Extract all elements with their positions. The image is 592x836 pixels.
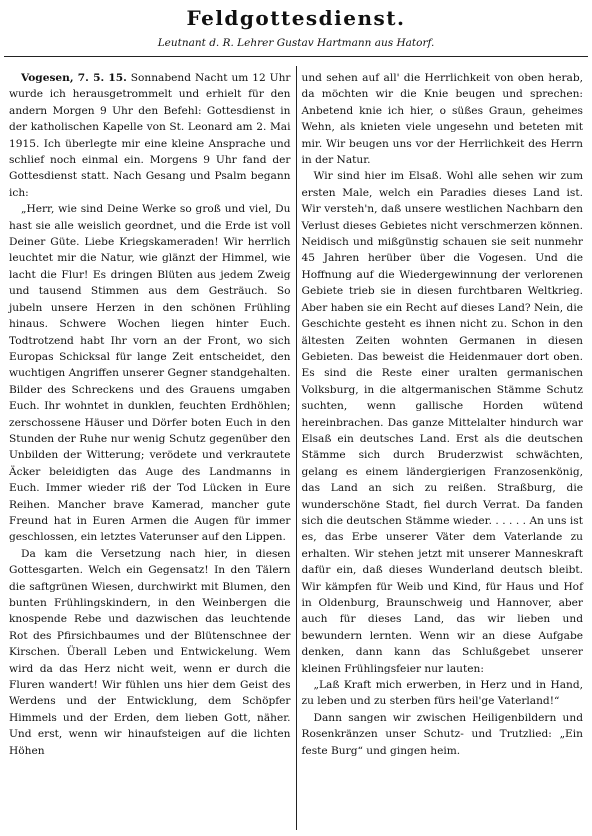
paragraph: „Laß Kraft mich erwerben, in Herz und in Hand, zu leben und zu sterben fürs heil'ge Vaterland!“ bbox=[301, 679, 583, 708]
column-left bbox=[4, 66, 296, 830]
article-byline: Leutnant d. R. Lehrer Gustav Hartmann aus Hatorf. bbox=[157, 37, 435, 49]
column-right bbox=[296, 66, 589, 830]
article-title: Feldgottesdienst. bbox=[186, 6, 406, 30]
article-body bbox=[4, 66, 588, 830]
paragraph bbox=[9, 70, 291, 201]
newspaper-page bbox=[0, 6, 592, 836]
paragraph: Wir sind hier im Elsaß. Wohl alle sehen wir zum ersten Male, welch ein Paradies dieses Land ist. Wir versteh'n, daß unsere westlichen Nachbarn den Verlust dieses Gebietes nicht verschmerzen können. Neidisch und mißgünstig schauen sie seit nunmehr 45 Jahren herüber über die Vogesen. Und die Hoffnung auf die Wiedergewinnung der verlorenen Gebiete trieb sie in diesen furchtbaren Weltkrieg. Aber haben sie ein Recht auf dieses Land? Nein, die Geschichte gesteht es ihnen nicht zu. Schon in den ältesten Zeiten wohnten Germanen in diesen Gebieten. Das beweist die Heidenmauer dort oben. Es sind die Reste einer uralten germanischen Volksburg, in die altgermanischen Stämme Schutz suchten, wenn gallische Horden wütend hereinbrachen. Das ganze Mittelalter hindurch war Elsaß ein deutsches Land. Erst als die deutschen Stämme sich durch Bruderzwist schwächten, gelang es einem ländergierigen Franzosenkönig, das Land an sich zu reißen. Straßburg, die wunderschöne Stadt, fiel durch Verrat. Da fanden sich die deutschen Stämme wieder. . . . . . An uns ist es, das Erbe unserer Väter dem Vaterlande zu erhalten. Wir stehen jetzt mit unserer Manneskraft dafür ein, daß dieses Wunderland deutsch bleibt. Wir kämpfen für Weib und Kind, für Haus und Hof in Oldenburg, Braunschweig und Hannover, aber auch für dieses Land, das wir lieben und bewundern lernten. Wenn wir an diese Aufgabe denken, dann kann das Schlußgebet unserer kleinen Frühlingsfeier nur lauten: bbox=[301, 170, 583, 675]
paragraph: „Herr, wie sind Deine Werke so groß und viel, Du hast sie alle weislich geordnet, und die Erde ist voll Deiner Güte. Liebe Kriegskameraden! Wir herrlich leuchtet mir die Natur, wie glänzt der Himmel, wie lacht die Flur! Es dringen Blüten aus jedem Zweig und tausend Stimmen aus dem Gesträuch. So jubeln unsere Herzen in den schönen Frühling hinaus. Schwere Wochen liegen hinter Euch. Todtrotzend habt Ihr vorn an der Front, wo sich Europas Schicksal für lange Zeit entscheidet, den wuchtigen Angriffen unserer Gegner standgehalten. Bilder des Schreckens und des Grauens umgaben Euch. Ihr wohntet in dunklen, feuchten Erdhöhlen; zerschossene Häuser und Dörfer boten Euch in den Stunden der Ruhe nur wenig Schutz gegenüber den Unbilden der Witterung; verödete und verkrautete Äcker beleidigten das Auge des Landmanns in Euch. Immer wieder riß der Tod Lücken in Eure Reihen. Mancher brave Kamerad, mancher gute Freund hat in Euren Armen die Augen für immer geschlossen, ein letztes Vaterunser auf den Lippen. bbox=[9, 203, 291, 544]
paragraph: Dann sangen wir zwischen Heiligenbildern und Rosenkränzen unser Schutz- und Trutzlied: „Ein feste Burg“ und gingen heim. bbox=[301, 711, 583, 757]
paragraph: und sehen auf all' die Herrlichkeit von oben herab, da möchten wir die Knie beugen und sprechen: Anbetend knie ich hier, o süßes Graun, geheimes Wehn, als knieten viele ungesehn und beteten mit mir. Wir beugen uns vor der Herrlichkeit des Herrn in der Natur. bbox=[301, 72, 583, 167]
dateline: Vogesen, 7. 5. 15. bbox=[21, 72, 127, 84]
header-divider bbox=[4, 56, 588, 57]
paragraph: Da kam die Versetzung nach hier, in diesen Gottesgarten. Welch ein Gegensatz! In den Tälern die saftgrünen Wiesen, durchwirkt mit Blumen, den bunten Frühlingskindern, in den Weinbergen die knospende Rebe und dazwischen das leuchtende Rot des Pfirsichbaumes und der Blütenschnee der Kirschen. Überall Leben und Entwickelung. Wem wird da das Herz nicht weit, wenn er durch die Fluren wandert! Wir fühlen uns hier dem Geist des Werdens und der Entwicklung, dem Schöpfer Himmels und der Erden, dem lieben Gott, näher. Und erst, wenn wir hinaufsteigen auf die lichten Höhen bbox=[9, 547, 291, 757]
paragraph-text: Sonnabend Nacht um 12 Uhr wurde ich herausgetrommelt und erhielt für den andern Morgen 9 Uhr den Befehl: Gottesdienst in der katholischen Kapelle von St. Leonard am 2. Mai 1915. Ich überlegte mir eine kleine Ansprache und schlief noch einmal ein. Morgens 9 Uhr fand der Gottesdienst statt. Nach Gesang und Psalm begann ich: bbox=[9, 72, 291, 199]
